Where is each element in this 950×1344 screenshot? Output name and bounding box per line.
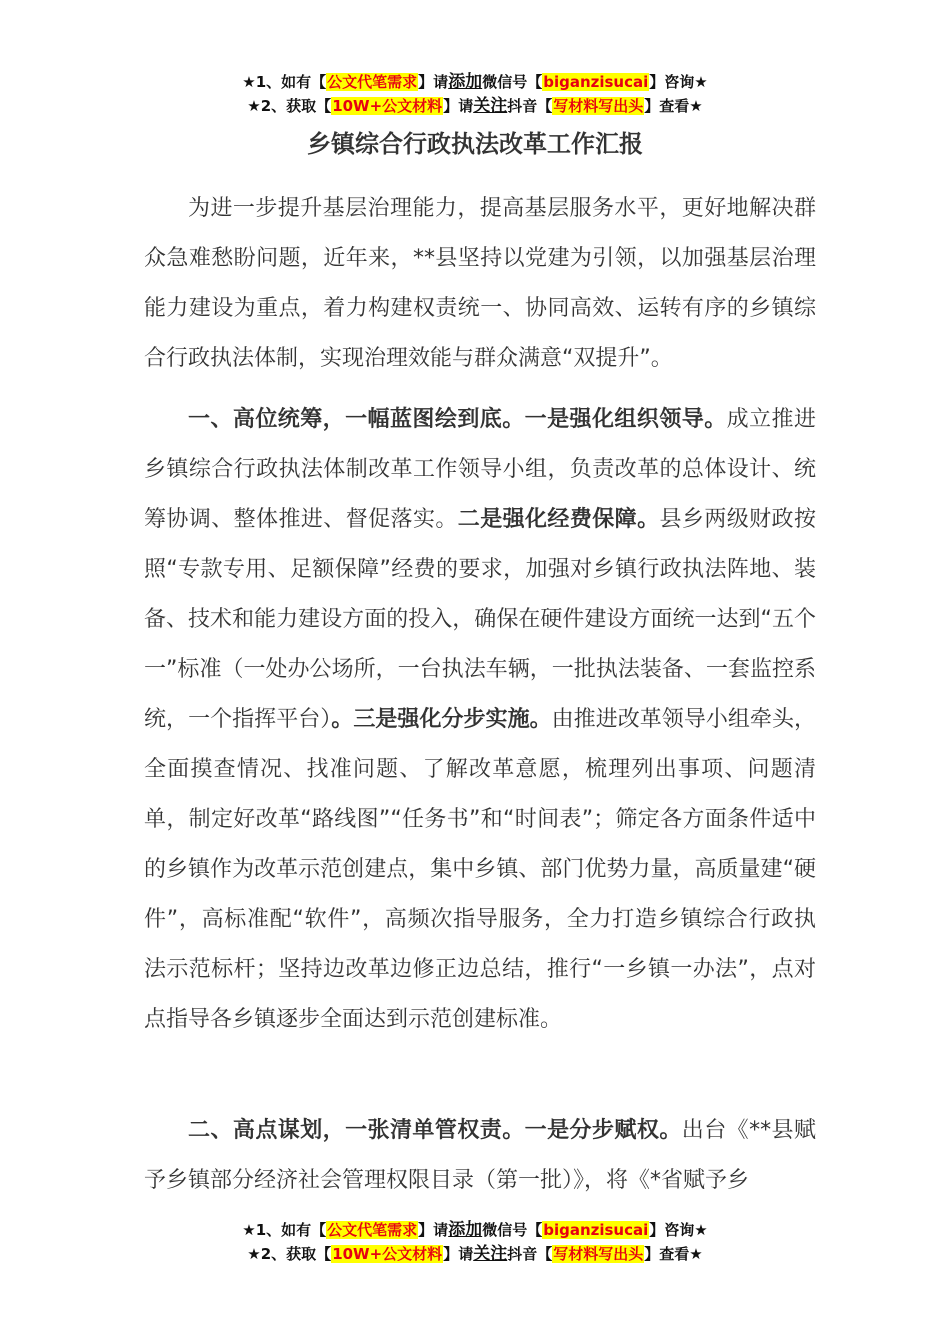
banner-text: 】请: [443, 1245, 474, 1263]
banner-line-2: [0, 94, 950, 118]
highlight-wechat-id: biganzisucai: [543, 1221, 649, 1239]
banner-text: 】咨询★: [649, 1221, 708, 1239]
banner-line-2: [0, 1242, 950, 1266]
section-2-paragraph: [144, 1106, 816, 1206]
banner-text: ★1、如有【: [242, 73, 327, 91]
banner-text: 抖音【: [507, 97, 553, 115]
banner-text: 】查看★: [644, 1245, 703, 1263]
banner-text: ★1、如有【: [242, 1221, 327, 1239]
section-1-heading: 一、高位统筹，一幅蓝图绘到底。: [188, 407, 525, 432]
banner-text: 】查看★: [644, 97, 703, 115]
section-2-point-1-text: 出台《**县赋予乡镇部分经济社会管理权限目录（第一批）》，将《*省赋予乡: [144, 1118, 816, 1193]
intro-paragraph: 为进一步提升基层治理能力，提高基层服务水平，更好地解决群众急难愁盼问题，近年来，**县坚持以党建为引领，以加强基层治理能力建设为重点，着力构建权责统一、协同高效、运转有序的乡镇综合行政执法体制，实现治理效能与群众满意“双提升”。: [144, 196, 816, 371]
section-1-point-2-heading: 二是强化经费保障。: [457, 507, 660, 532]
section-1-point-3-text: 由推进改革领导小组牵头，全面摸查情况、找准问题、了解改革意愿，梳理列出事项、问题清单，制定好改革“路线图”“任务书”和“时间表”；筛定各方面条件适中的乡镇作为改革示范创建点，集中乡镇、部门优势力量，高质量建“硬件”，高标准配“软件”，高频次指导服务，全力打造乡镇综合行政执法示范标杆；坚持边改革边修正边总结，推行“一乡镇一办法”，点对点指导各乡镇逐步全面达到示范创建标准。: [144, 707, 816, 1032]
banner-text: 微信号【: [482, 1221, 543, 1239]
banner-text: 】请: [418, 1221, 449, 1239]
highlight-wechat-id: biganzisucai: [543, 73, 649, 91]
section-1-point-1-text: 成立推进乡镇综合行政执法体制改革工作领导小组，负责改革的总体设计、统筹协调、整体推进、督促落实。: [144, 407, 816, 532]
underline-text: 关注: [473, 1244, 508, 1264]
highlight-materials: 10W+公文材料: [332, 97, 443, 115]
highlight-materials: 10W+公文材料: [332, 1245, 443, 1263]
section-1-point-2-end: 。: [331, 707, 354, 732]
footer-banner: [0, 1218, 950, 1266]
banner-text: 微信号【: [482, 73, 543, 91]
section-1-point-3-heading: 三是强化分步实施。: [353, 707, 552, 732]
section-1-paragraph: [144, 395, 816, 1045]
banner-text: ★2、获取【: [247, 1245, 332, 1263]
underline-text: 关注: [473, 96, 508, 116]
section-2-point-1-heading: 一是分步赋权。: [524, 1118, 682, 1143]
highlight-service: 公文代笔需求: [327, 1221, 418, 1239]
banner-text: 】请: [418, 73, 449, 91]
header-banner: [0, 70, 950, 118]
document-title: 乡镇综合行政执法改革工作汇报: [307, 130, 643, 158]
highlight-douyin: 写材料写出头: [553, 1245, 644, 1263]
underline-text: 添加: [448, 72, 483, 92]
banner-text: 】请: [443, 97, 474, 115]
highlight-douyin: 写材料写出头: [553, 97, 644, 115]
highlight-service: 公文代笔需求: [327, 73, 418, 91]
banner-text: 抖音【: [507, 1245, 553, 1263]
banner-text: 】咨询★: [649, 73, 708, 91]
section-1-point-2-text: 县乡两级财政按照“专款专用、足额保障”经费的要求，加强对乡镇行政执法阵地、装备、技术和能力建设方面的投入，确保在硬件建设方面统一达到“五个一”标准（一处办公场所，一台执法车辆，一批执法装备、一套监控系统，一个指挥平台）: [144, 507, 816, 732]
underline-text: 添加: [448, 1220, 483, 1240]
banner-line-1: [0, 70, 950, 94]
banner-line-1: [0, 1218, 950, 1242]
section-2-heading: 二、高点谋划，一张清单管权责。: [188, 1118, 525, 1143]
banner-text: ★2、获取【: [247, 97, 332, 115]
section-1-point-1-heading: 一是强化组织领导。: [524, 407, 727, 432]
